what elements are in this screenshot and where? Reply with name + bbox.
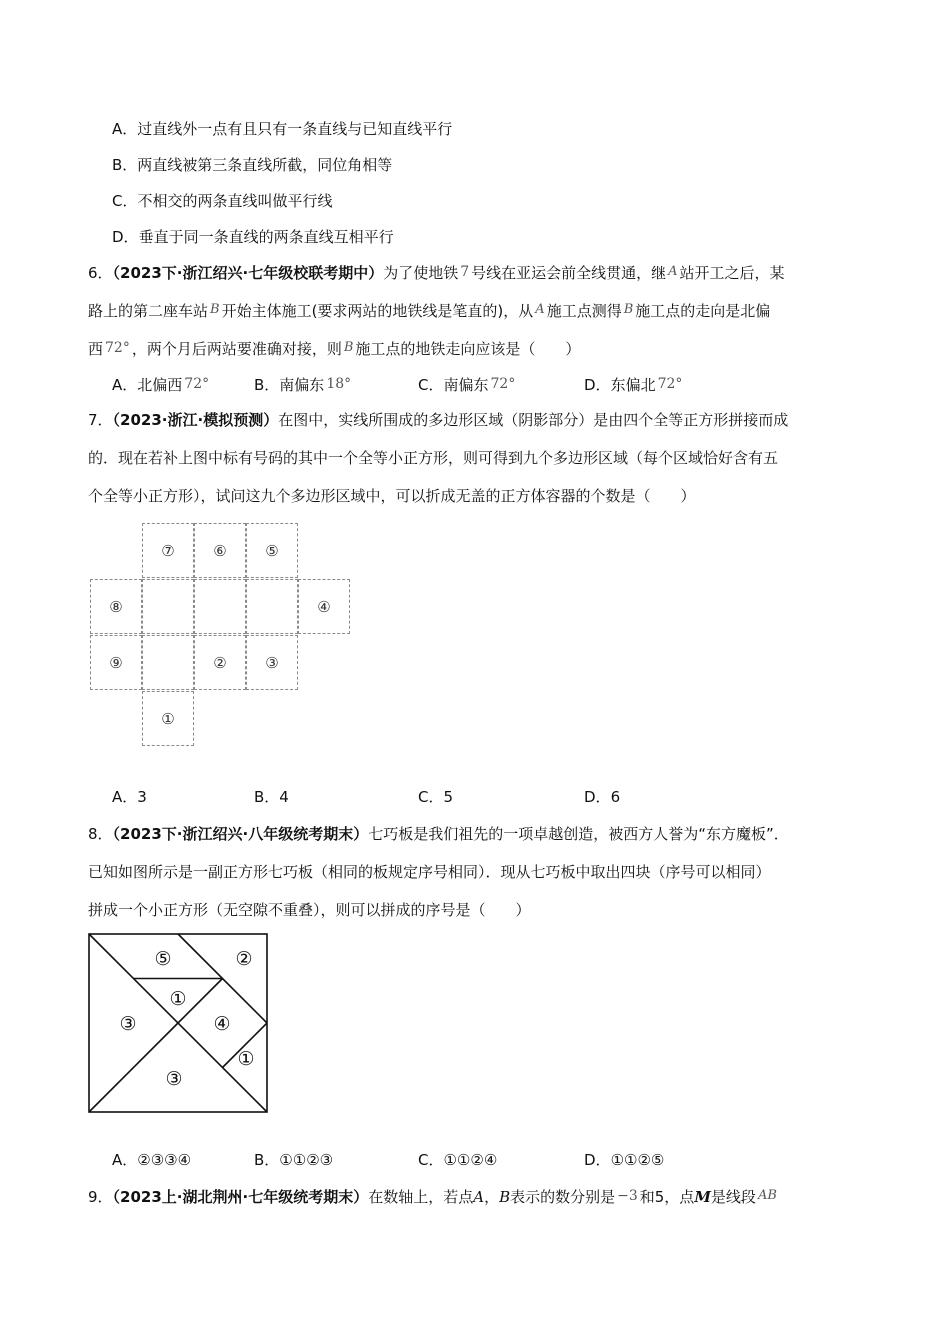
q6-option-c: C．南偏东 72° xyxy=(418,376,516,394)
grid-cell-blank xyxy=(246,579,298,634)
grid-cell-4: ④ xyxy=(298,579,350,634)
q6-option-d: D．东偏北 72° xyxy=(584,376,683,394)
tangram-label-1a: ① xyxy=(169,988,187,1010)
q5-option-b: B．两直线被第三条直线所截，同位角相等 xyxy=(112,156,393,174)
q5-option-d: D．垂直于同一条直线的两条直线互相平行 xyxy=(112,228,394,246)
q7-options xyxy=(112,786,812,808)
q7-option-a: A．3 xyxy=(112,788,147,806)
tangram-label-1b: ① xyxy=(237,1048,255,1070)
q5-option-a: A．过直线外一点有且只有一条直线与已知直线平行 xyxy=(112,120,453,138)
q6-option-a: A．北偏西 72° xyxy=(112,376,210,394)
tangram-label-2: ② xyxy=(235,948,253,970)
q8-option-a: A．②③③④ xyxy=(112,1151,192,1169)
grid-cell-9: ⑨ xyxy=(90,635,142,690)
q8-options xyxy=(112,1149,812,1171)
q7-option-b: B．4 xyxy=(254,788,289,806)
q7-option-c: C．5 xyxy=(418,788,454,806)
q6-option-b: B．南偏东 18° xyxy=(254,376,352,394)
q8-option-d: D．①①②⑤ xyxy=(584,1151,665,1169)
grid-cell-8: ⑧ xyxy=(90,579,142,634)
q8-line-3: 拼成一个小正方形（无空隙不重叠），则可以拼成的序号是（ ） xyxy=(88,901,531,919)
q8-line-1: 8．（2023下·浙江绍兴·八年级统考期末）七巧板是我们祖先的一项卓越创造，被西方人誉为“东方魔板”． xyxy=(88,825,789,843)
grid-cell-blank xyxy=(142,579,194,634)
tangram-label-4: ④ xyxy=(213,1013,231,1035)
grid-cell-7: ⑦ xyxy=(142,523,194,578)
q6-options xyxy=(112,373,812,395)
q6-line-1: 6．（2023下·浙江绍兴·七年级校联考期中）为了使地铁 7 号线在亚运会前全线贯通，继 A 站开工之后，某 xyxy=(88,264,785,282)
q8-tangram-figure xyxy=(88,933,268,1113)
q6-line-2: 路上的第二座车站 B 开始主体施工(要求两站的地铁线是笔直的)，从 A 施工点测得 B 施工点的走向是北偏 xyxy=(88,302,771,320)
q7-square-grid-figure xyxy=(90,523,350,748)
q7-line-1: 7．（2023·浙江·模拟预测）在图中，实线所围成的多边形区域（阴影部分）是由四个全等正方形拼接而成 xyxy=(88,411,789,429)
grid-cell-blank xyxy=(194,579,246,634)
grid-cell-5: ⑤ xyxy=(246,523,298,578)
q8-option-c: C．①①②④ xyxy=(418,1151,498,1169)
tangram-label-5: ⑤ xyxy=(154,948,172,970)
q8-line-2: 已知如图所示是一副正方形七巧板（相同的板规定序号相同）．现从七巧板中取出四块（序号可以相同） xyxy=(88,863,771,881)
q9-line-1: 9．（2023上·湖北荆州·七年级统考期末）在数轴上，若点A，B表示的数分别是 −3 和5，点M是线段 AB xyxy=(88,1188,777,1206)
grid-cell-6: ⑥ xyxy=(194,523,246,578)
q7-option-d: D．6 xyxy=(584,788,621,806)
q8-option-b: B．①①②③ xyxy=(254,1151,334,1169)
grid-cell-3: ③ xyxy=(246,635,298,690)
q7-line-2: 的．现在若补上图中标有号码的其中一个全等小正方形，则可得到九个多边形区域（每个区域恰好含有五 xyxy=(88,449,779,467)
grid-cell-2: ② xyxy=(194,635,246,690)
q6-line-3: 西 72° ，两个月后两站要准确对接，则 B 施工点的地铁走向应该是（ ） xyxy=(88,340,581,358)
q7-line-3: 个全等小正方形），试问这九个多边形区域中，可以折成无盖的正方体容器的个数是（ ） xyxy=(88,487,696,505)
grid-cell-blank xyxy=(142,635,194,690)
q5-option-c: C．不相交的两条直线叫做平行线 xyxy=(112,192,333,210)
tangram-label-3a: ③ xyxy=(119,1013,137,1035)
tangram-label-3b: ③ xyxy=(165,1068,183,1090)
grid-cell-1: ① xyxy=(142,691,194,746)
